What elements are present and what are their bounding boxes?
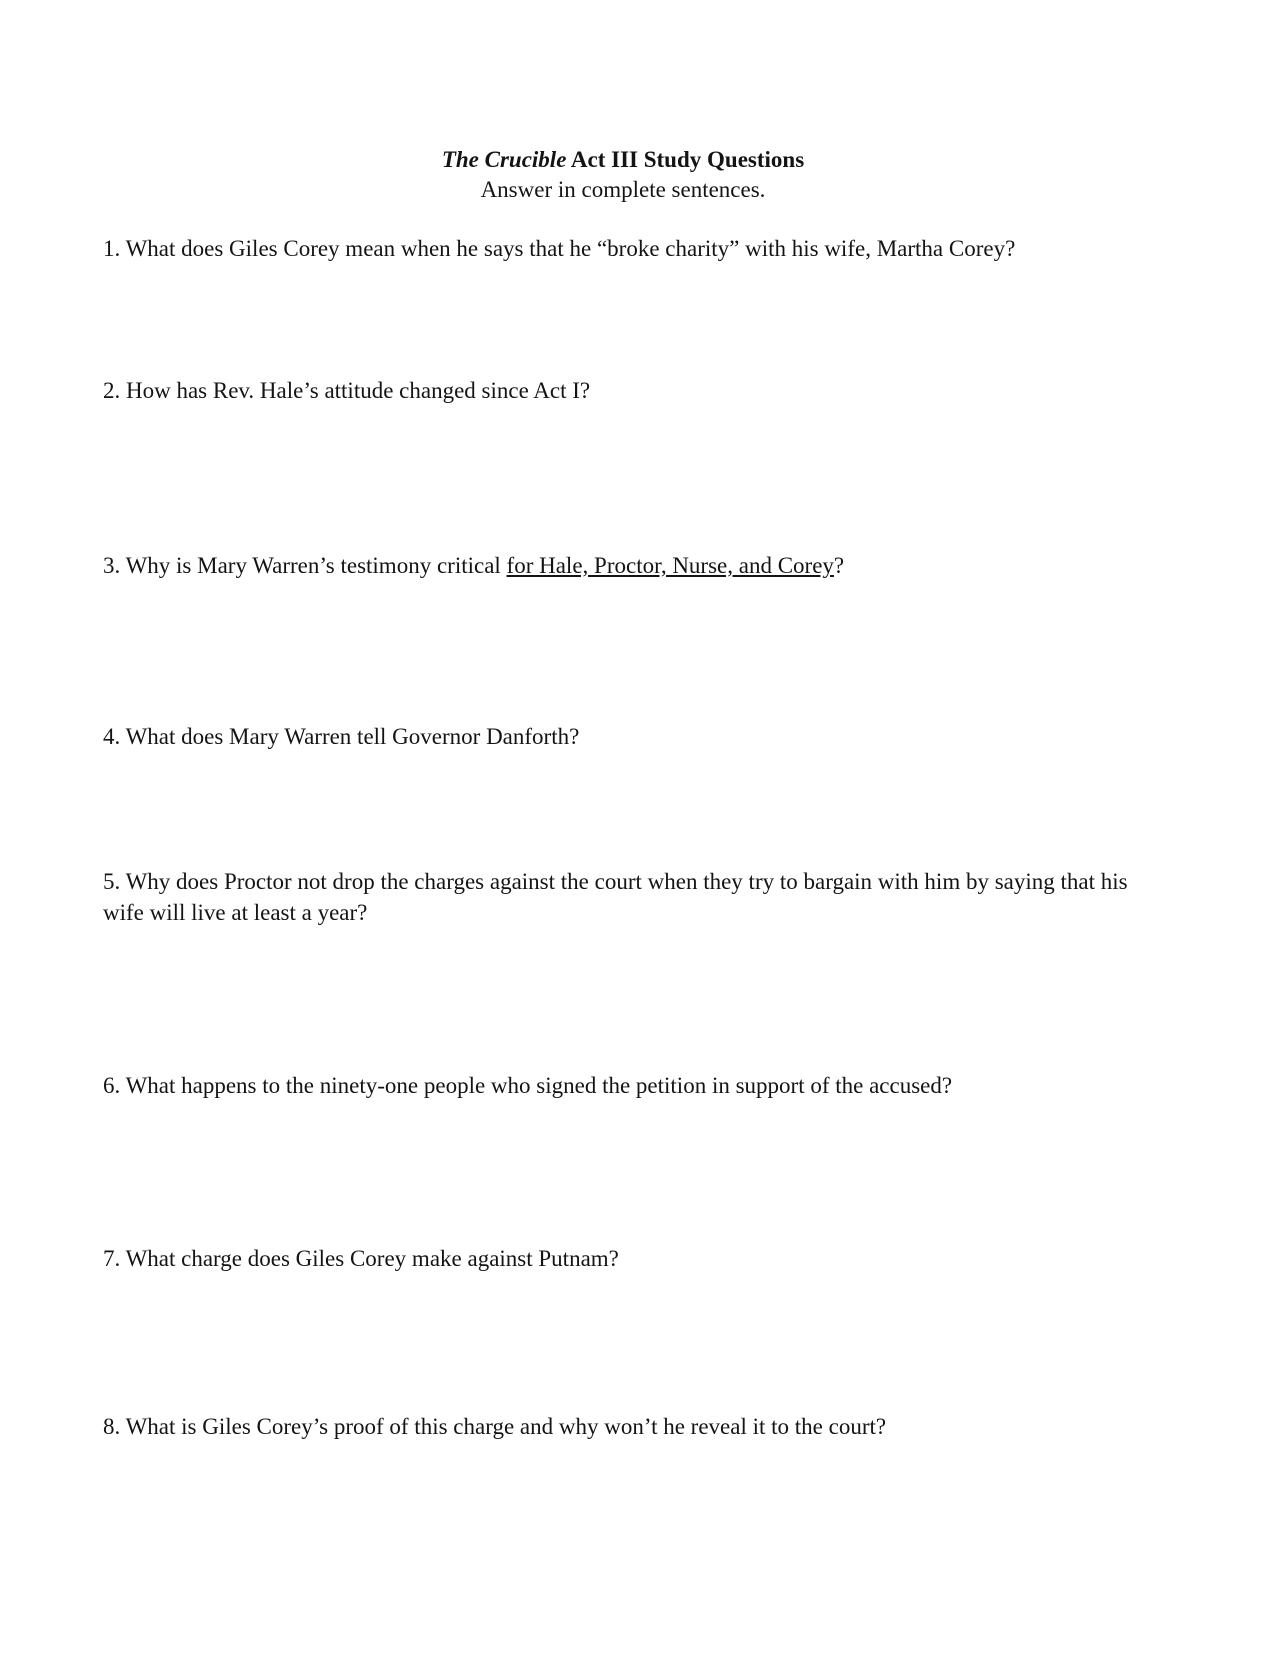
question-5: 5. Why does Proctor not drop the charges against the court when they try to bargain with him by saying that his wife will live at least a year? <box>103 869 1128 925</box>
question-3 <box>103 550 1143 581</box>
question-4: 4. What does Mary Warren tell Governor Danforth? <box>103 724 580 749</box>
question-3-suffix: ? <box>833 553 845 578</box>
question-1: 1. What does Giles Corey mean when he says that he “broke charity” with his wife, Martha Corey? <box>103 236 1016 261</box>
question-7: 7. What charge does Giles Corey make against Putnam? <box>103 1246 619 1271</box>
page-title <box>103 144 1143 175</box>
question-8: 8. What is Giles Corey’s proof of this charge and why won’t he reveal it to the court? <box>103 1414 887 1439</box>
question-6: 6. What happens to the ninety-one people who signed the petition in support of the accused? <box>103 1073 953 1098</box>
question-3-prefix: 3. Why is Mary Warren’s testimony critical <box>103 553 507 578</box>
question-3-underlined-phrase: for Hale, Proctor, Nurse, and Corey <box>506 553 834 578</box>
page-subtitle: Answer in complete sentences. <box>480 177 766 202</box>
page-title-rest: Act III Study Questions <box>566 147 805 172</box>
question-2: 2. How has Rev. Hale’s attitude changed since Act I? <box>103 378 591 403</box>
page-title-book-name: The Crucible <box>441 147 567 172</box>
